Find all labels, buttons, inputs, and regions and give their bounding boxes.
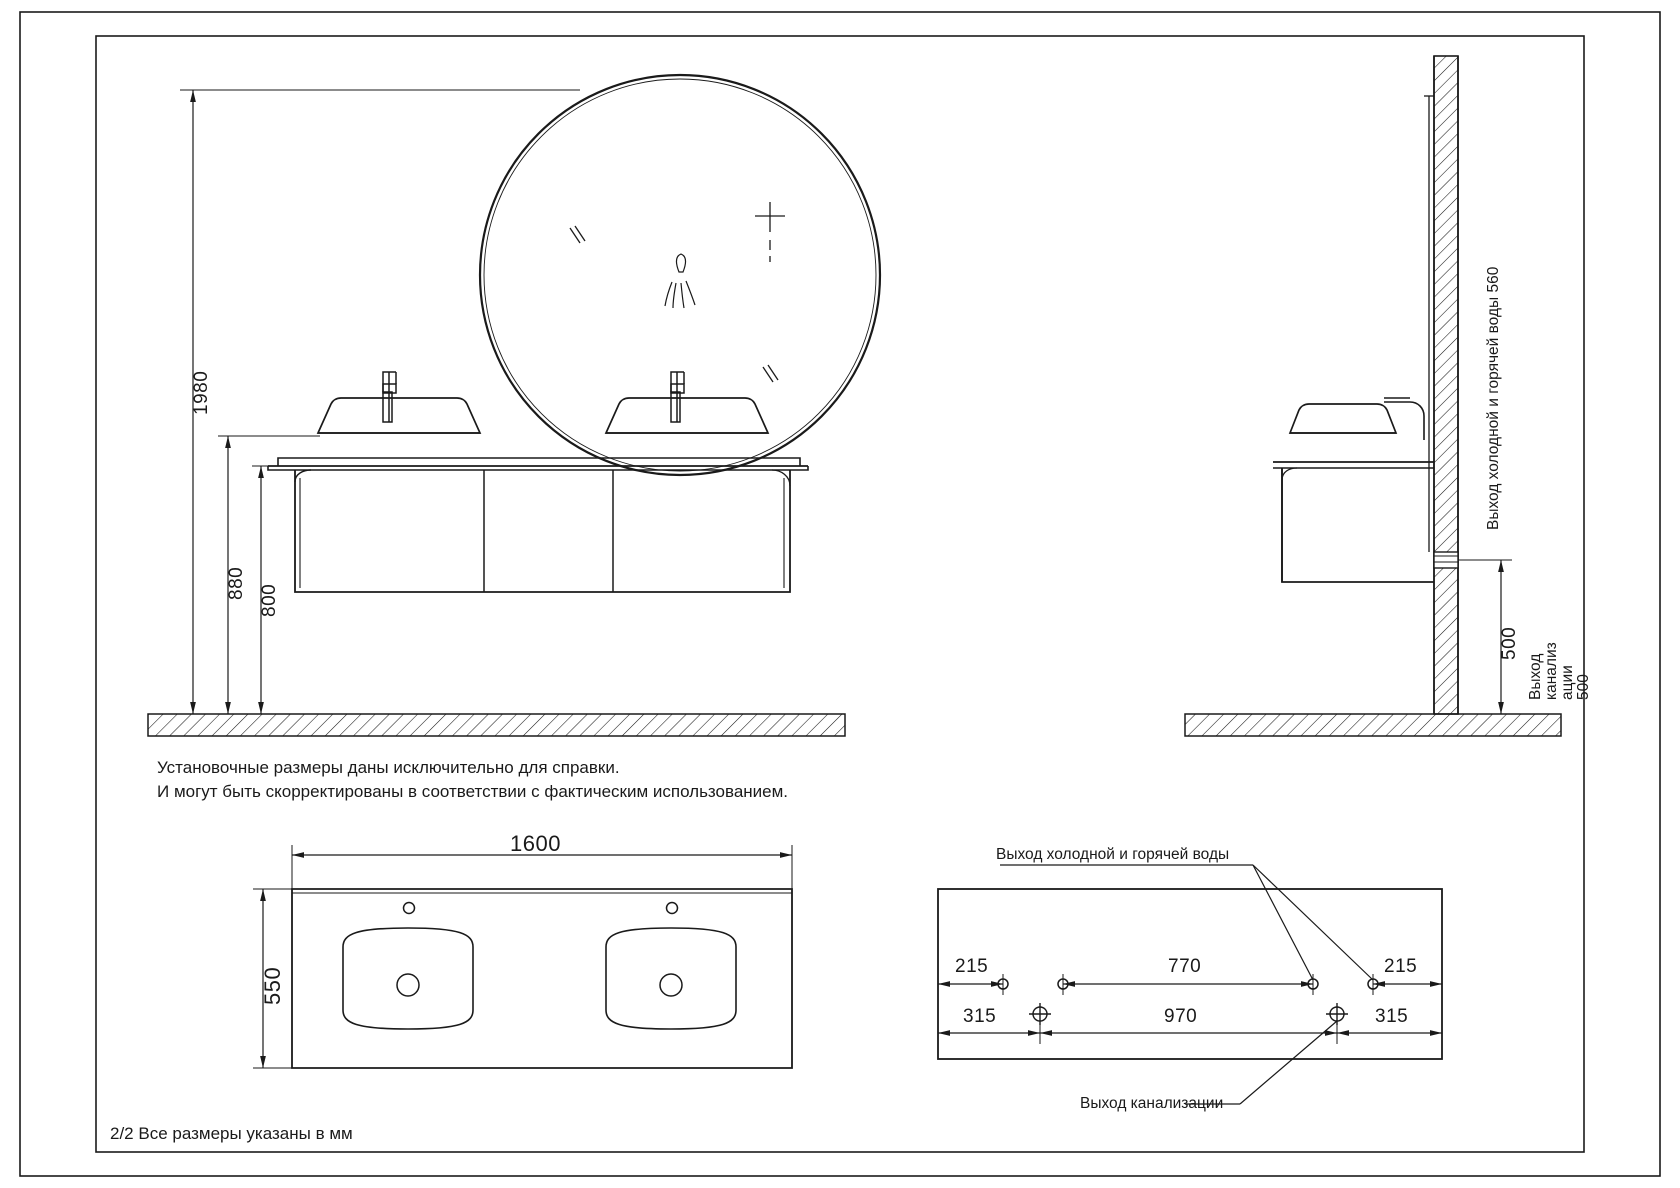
dim-left-315: 315 (963, 1006, 997, 1027)
reference-note-line-2: И могут быть скорректированы в соответствии с фактическим использованием. (157, 782, 789, 801)
dim-sewer-height-500: 500 (1499, 626, 1520, 660)
dim-counter-height-880: 880 (226, 566, 247, 600)
top-view-plan (253, 845, 792, 1068)
dim-cabinet-height-800: 800 (259, 583, 280, 617)
label-sewer-outlet-line3: ации (1559, 665, 1576, 700)
wall-plan (938, 865, 1442, 1104)
dim-center-770: 770 (1168, 956, 1202, 977)
footer-note: 2/2 Все размеры указаны в мм (110, 1124, 353, 1143)
label-sewer-outlet-line1: Выход (1527, 653, 1544, 700)
label-water-outlets: Выход холодной и горячей воды (996, 846, 1230, 863)
dim-width-1600: 1600 (510, 831, 561, 856)
dim-right-315: 315 (1375, 1006, 1409, 1027)
reference-note-line-1: Установочные размеры даны исключительно для справки. (157, 758, 620, 777)
label-sewer-outlet: Выход канализации (1080, 1095, 1224, 1112)
dim-depth-550: 550 (260, 966, 285, 1005)
label-sewer-outlet-line2: канализ (1543, 642, 1560, 700)
dim-total-height-1980: 1980 (191, 370, 212, 415)
dim-left-215: 215 (955, 956, 989, 977)
label-sewer-outlet-line4: 500 (1575, 674, 1592, 700)
label-water-outlet-height: Выход холодной и горячей воды 560 (1485, 266, 1502, 530)
dim-center-970: 970 (1164, 1006, 1198, 1027)
front-elevation (148, 75, 880, 736)
dim-right-215: 215 (1384, 956, 1418, 977)
